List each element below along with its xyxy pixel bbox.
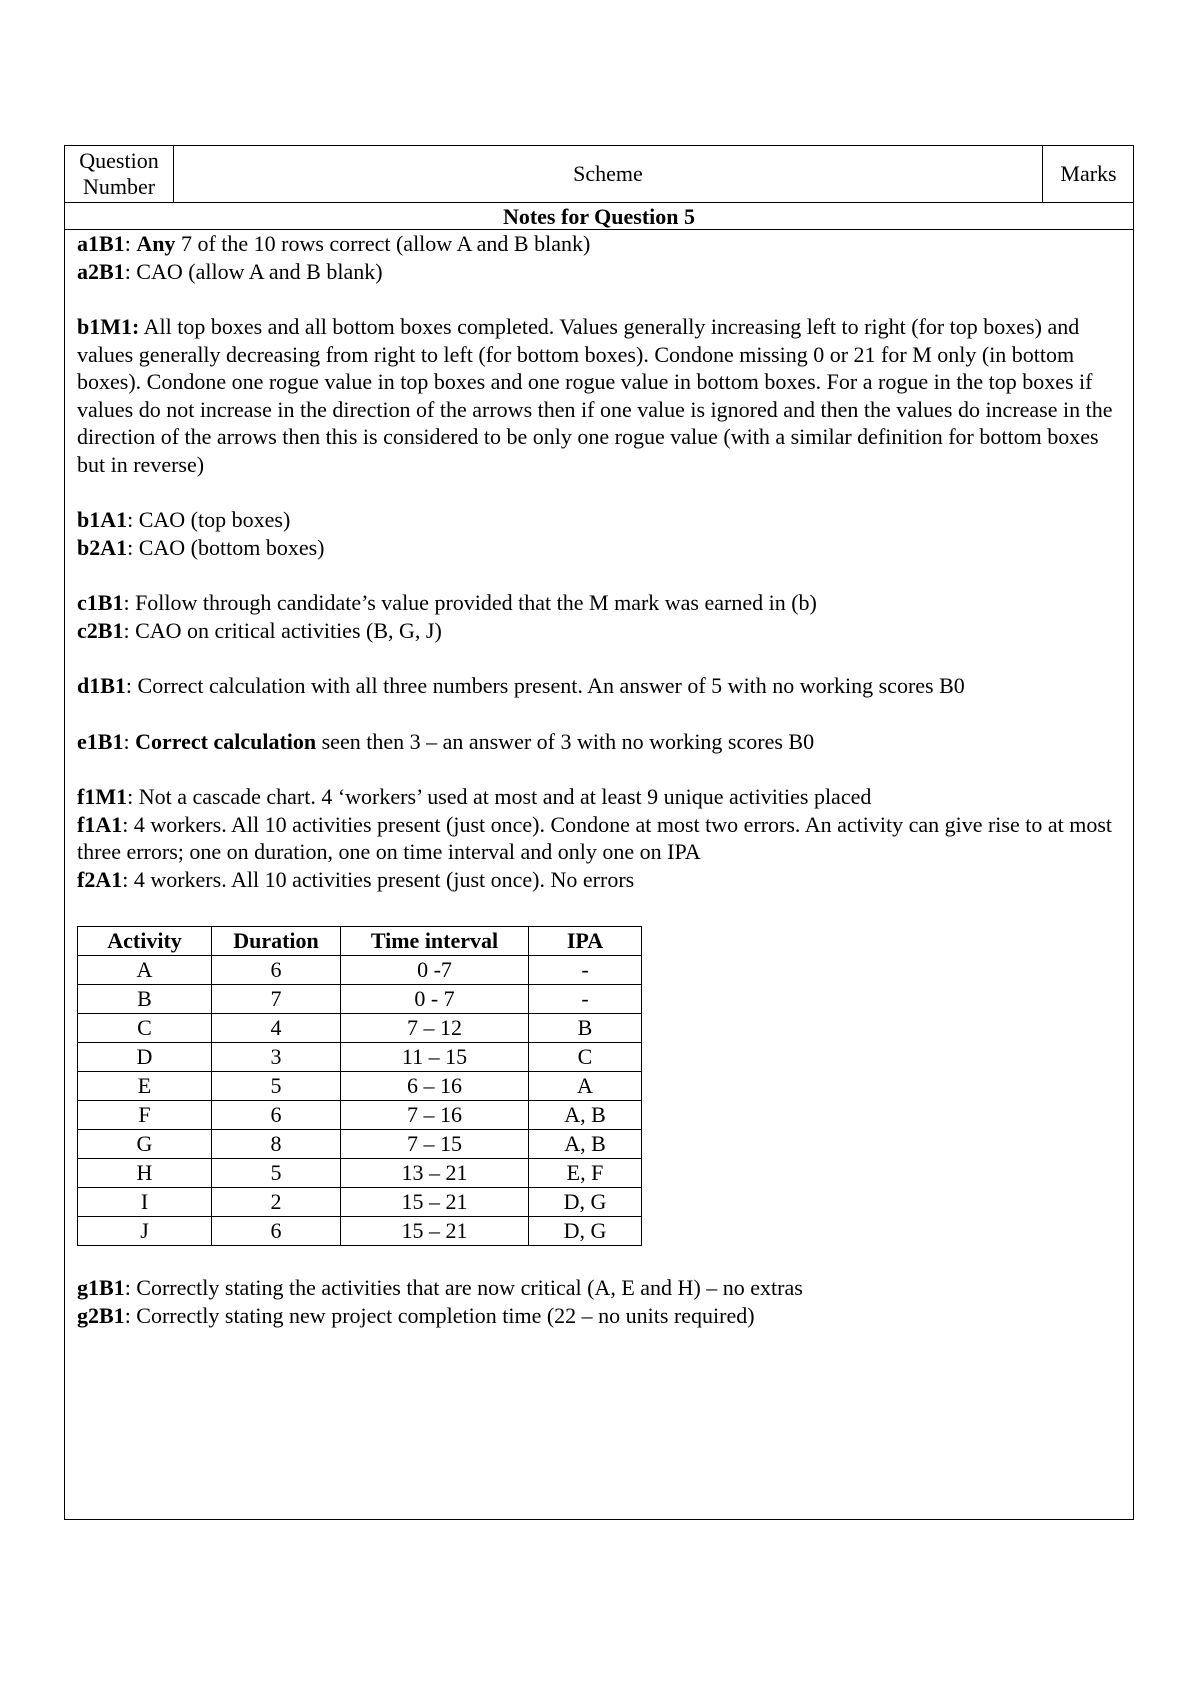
table-row: H 5 13 – 21 E, F — [78, 1159, 642, 1188]
header-row — [65, 146, 1133, 203]
note-b1m1: b1M1: All top boxes and all bottom boxes completed. Values generally increasing left to right (for top boxes) and values generally decreasing from right to left (for bottom boxes). Condone missing 0 or 21 for M only (in bottom boxes). Condone one rogue value in top boxes and one rogue value in bottom boxes. For a rogue in the top boxes if values do not increase in the direction of the arrows then if one value is ignored and then the values do increase in the direction of the arrows then this is considered to be only one rogue value (with a similar definition for bottom boxes but in reverse) — [77, 314, 1113, 477]
note-g2: g2B1: Correctly stating new project completion time (22 – no units required) — [77, 1302, 755, 1328]
table-row: G 8 7 – 15 A, B — [78, 1130, 642, 1159]
note-f1a1: f1A1: 4 workers. All 10 activities present (just once). Condone at most two errors. An activity can give rise to at most three errors; one on duration, one on time interval and only one on IPA — [77, 811, 1113, 864]
table-row: A 6 0 -7 - — [78, 956, 642, 985]
table-header-row — [78, 927, 642, 956]
table-row: C 4 7 – 12 B — [78, 1014, 642, 1043]
table-header-activity: Activity — [78, 927, 212, 956]
notes-g — [77, 1274, 1127, 1329]
table-row: D 3 11 – 15 C — [78, 1043, 642, 1072]
note-e1: e1B1: Correct calculation seen then 3 – an answer of 3 with no working scores B0 — [77, 728, 815, 754]
note-c2: c2B1: CAO on critical activities (B, G, J) — [77, 617, 442, 643]
note-b2a1: b2A1: CAO (bottom boxes) — [77, 534, 325, 560]
activity-table — [77, 926, 642, 1246]
note-d1: d1B1: Correct calculation with all three numbers present. An answer of 5 with no working scores B0 — [77, 673, 965, 698]
table-row: F 6 7 – 16 A, B — [78, 1101, 642, 1130]
header-number: Number — [82, 174, 156, 199]
marks-header: Marks — [1042, 146, 1134, 202]
table-row: E 5 6 – 16 A — [78, 1072, 642, 1101]
table-header-duration: Duration — [212, 927, 341, 956]
table-row: J 6 15 – 21 D, G — [78, 1217, 642, 1246]
table-row: I 2 15 – 21 D, G — [78, 1188, 642, 1217]
table-header-time-interval: Time interval — [341, 927, 529, 956]
scheme-header: Scheme — [573, 161, 643, 186]
table-row: B 7 0 - 7 - — [78, 985, 642, 1014]
note-f1m1: f1M1: Not a cascade chart. 4 ‘workers’ used at most and at least 9 unique activities placed — [77, 784, 872, 809]
header-question: Question — [79, 148, 159, 173]
note-f2a1: f2A1: 4 workers. All 10 activities present (just once). No errors — [77, 866, 635, 892]
note-c1: c1B1: Follow through candidate’s value provided that the M mark was earned in (b) — [77, 590, 817, 615]
notes-title: Notes for Question 5 — [65, 203, 1133, 230]
table-header-ipa: IPA — [529, 927, 642, 956]
question-number-header — [65, 146, 174, 202]
notes-body — [77, 230, 1127, 893]
note-a1: a1B1: Any 7 of the 10 rows correct (allow A and B blank) — [77, 231, 591, 256]
note-g1: g1B1: Correctly stating the activities that are now critical (A, E and H) – no extras — [77, 1275, 803, 1300]
note-a2: a2B1: CAO (allow A and B blank) — [77, 258, 383, 284]
note-b1a1: b1A1: CAO (top boxes) — [77, 507, 291, 532]
mark-scheme-frame — [64, 145, 1134, 1520]
